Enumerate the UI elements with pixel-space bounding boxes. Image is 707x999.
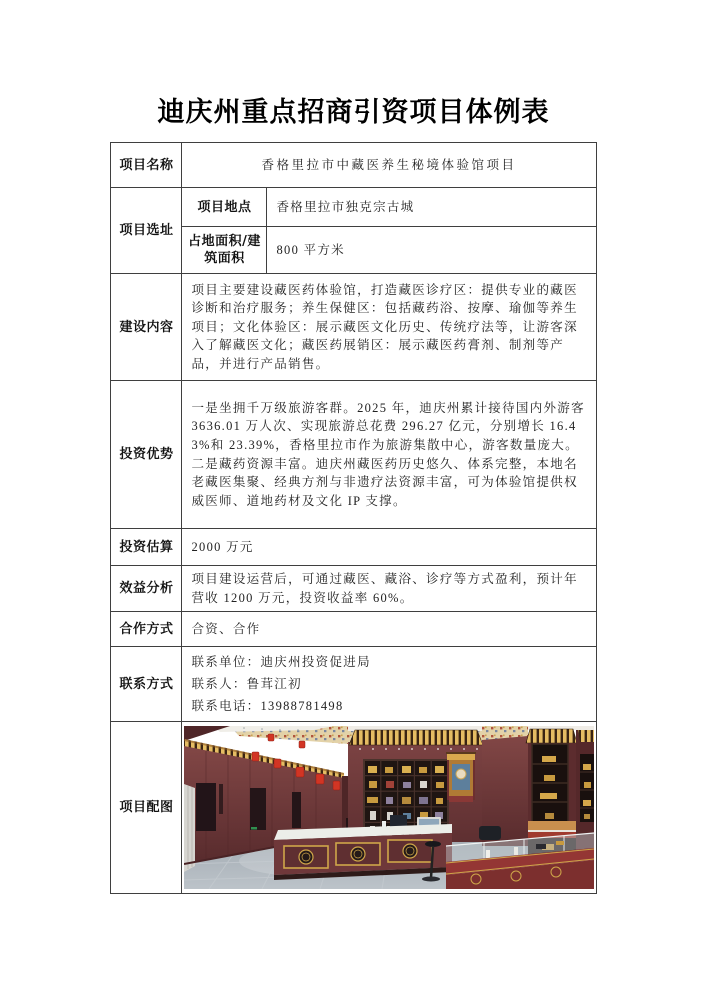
page-title: 迪庆州重点招商引资项目体例表 bbox=[157, 97, 550, 128]
site-area-label: 占地面积/建筑面积 bbox=[182, 227, 267, 274]
photo-cell bbox=[182, 722, 596, 894]
row-photo bbox=[111, 722, 596, 894]
site-area-value: 800 平方米 bbox=[267, 227, 596, 274]
contact-person: 联系人：鲁茸江初 bbox=[191, 677, 302, 692]
site-location-value: 香格里拉市独克宗古城 bbox=[267, 188, 596, 227]
photo-thangka bbox=[446, 752, 476, 802]
benefit-label: 效益分析 bbox=[111, 566, 182, 612]
site-location-label: 项目地点 bbox=[182, 188, 267, 227]
construction-label: 建设内容 bbox=[111, 274, 182, 381]
row-benefit bbox=[111, 566, 596, 612]
row-project-name bbox=[111, 143, 596, 188]
photo-label: 项目配图 bbox=[111, 722, 182, 894]
contact-value bbox=[182, 647, 596, 722]
contact-phone: 联系电话：13988781498 bbox=[191, 699, 344, 714]
project-name-label: 项目名称 bbox=[111, 143, 182, 188]
advantage-value: 一是坐拥千万级旅游客群。2025 年，迪庆州累计接待国内外游客 3636.01 万人次、实现旅游总花费 296.27 亿元，分别增长 16.43%和 23.39%，香格里拉市作为旅游集散中心，游客数量庞大。二是藏药资源丰富。迪庆州藏医药历史悠久、体系完整，本地名老藏医集聚、经典方剂与非遗疗法资源丰富，可为体验馆提供权威医师、道地药材及文化 IP 支撑。 bbox=[182, 381, 596, 529]
advantage-label: 投资优势 bbox=[111, 381, 182, 529]
contact-unit: 联系单位：迪庆州投资促进局 bbox=[191, 655, 371, 670]
row-site-area bbox=[111, 227, 596, 274]
estimate-value: 2000 万元 bbox=[182, 529, 596, 566]
site-label: 项目选址 bbox=[111, 188, 182, 274]
cooperation-value: 合资、合作 bbox=[182, 612, 596, 647]
row-advantage bbox=[111, 381, 596, 529]
construction-value: 项目主要建设藏医药体验馆，打造藏医诊疗区：提供专业的藏医诊断和治疗服务；养生保健区：包括藏药浴、按摩、瑜伽等养生项目；文化体验区：展示藏医文化历史、传统疗法等，让游客深入了解藏医文化；藏医药展销区：展示藏医药膏剂、制剂等产品，并进行产品销售。 bbox=[182, 274, 596, 381]
project-table bbox=[110, 142, 596, 894]
row-contact bbox=[111, 647, 596, 722]
row-construction bbox=[111, 274, 596, 381]
cooperation-label: 合作方式 bbox=[111, 612, 182, 647]
estimate-label: 投资估算 bbox=[111, 529, 182, 566]
contact-label: 联系方式 bbox=[111, 647, 182, 722]
row-estimate bbox=[111, 529, 596, 566]
benefit-value: 项目建设运营后，可通过藏医、藏浴、诊疗等方式盈利，预计年营收 1200 万元，投资收益率 60%。 bbox=[182, 566, 596, 612]
project-name-value: 香格里拉市中藏医养生秘境体验馆项目 bbox=[182, 143, 596, 188]
row-site-location bbox=[111, 188, 596, 227]
row-cooperation bbox=[111, 612, 596, 647]
project-photo bbox=[184, 726, 594, 889]
